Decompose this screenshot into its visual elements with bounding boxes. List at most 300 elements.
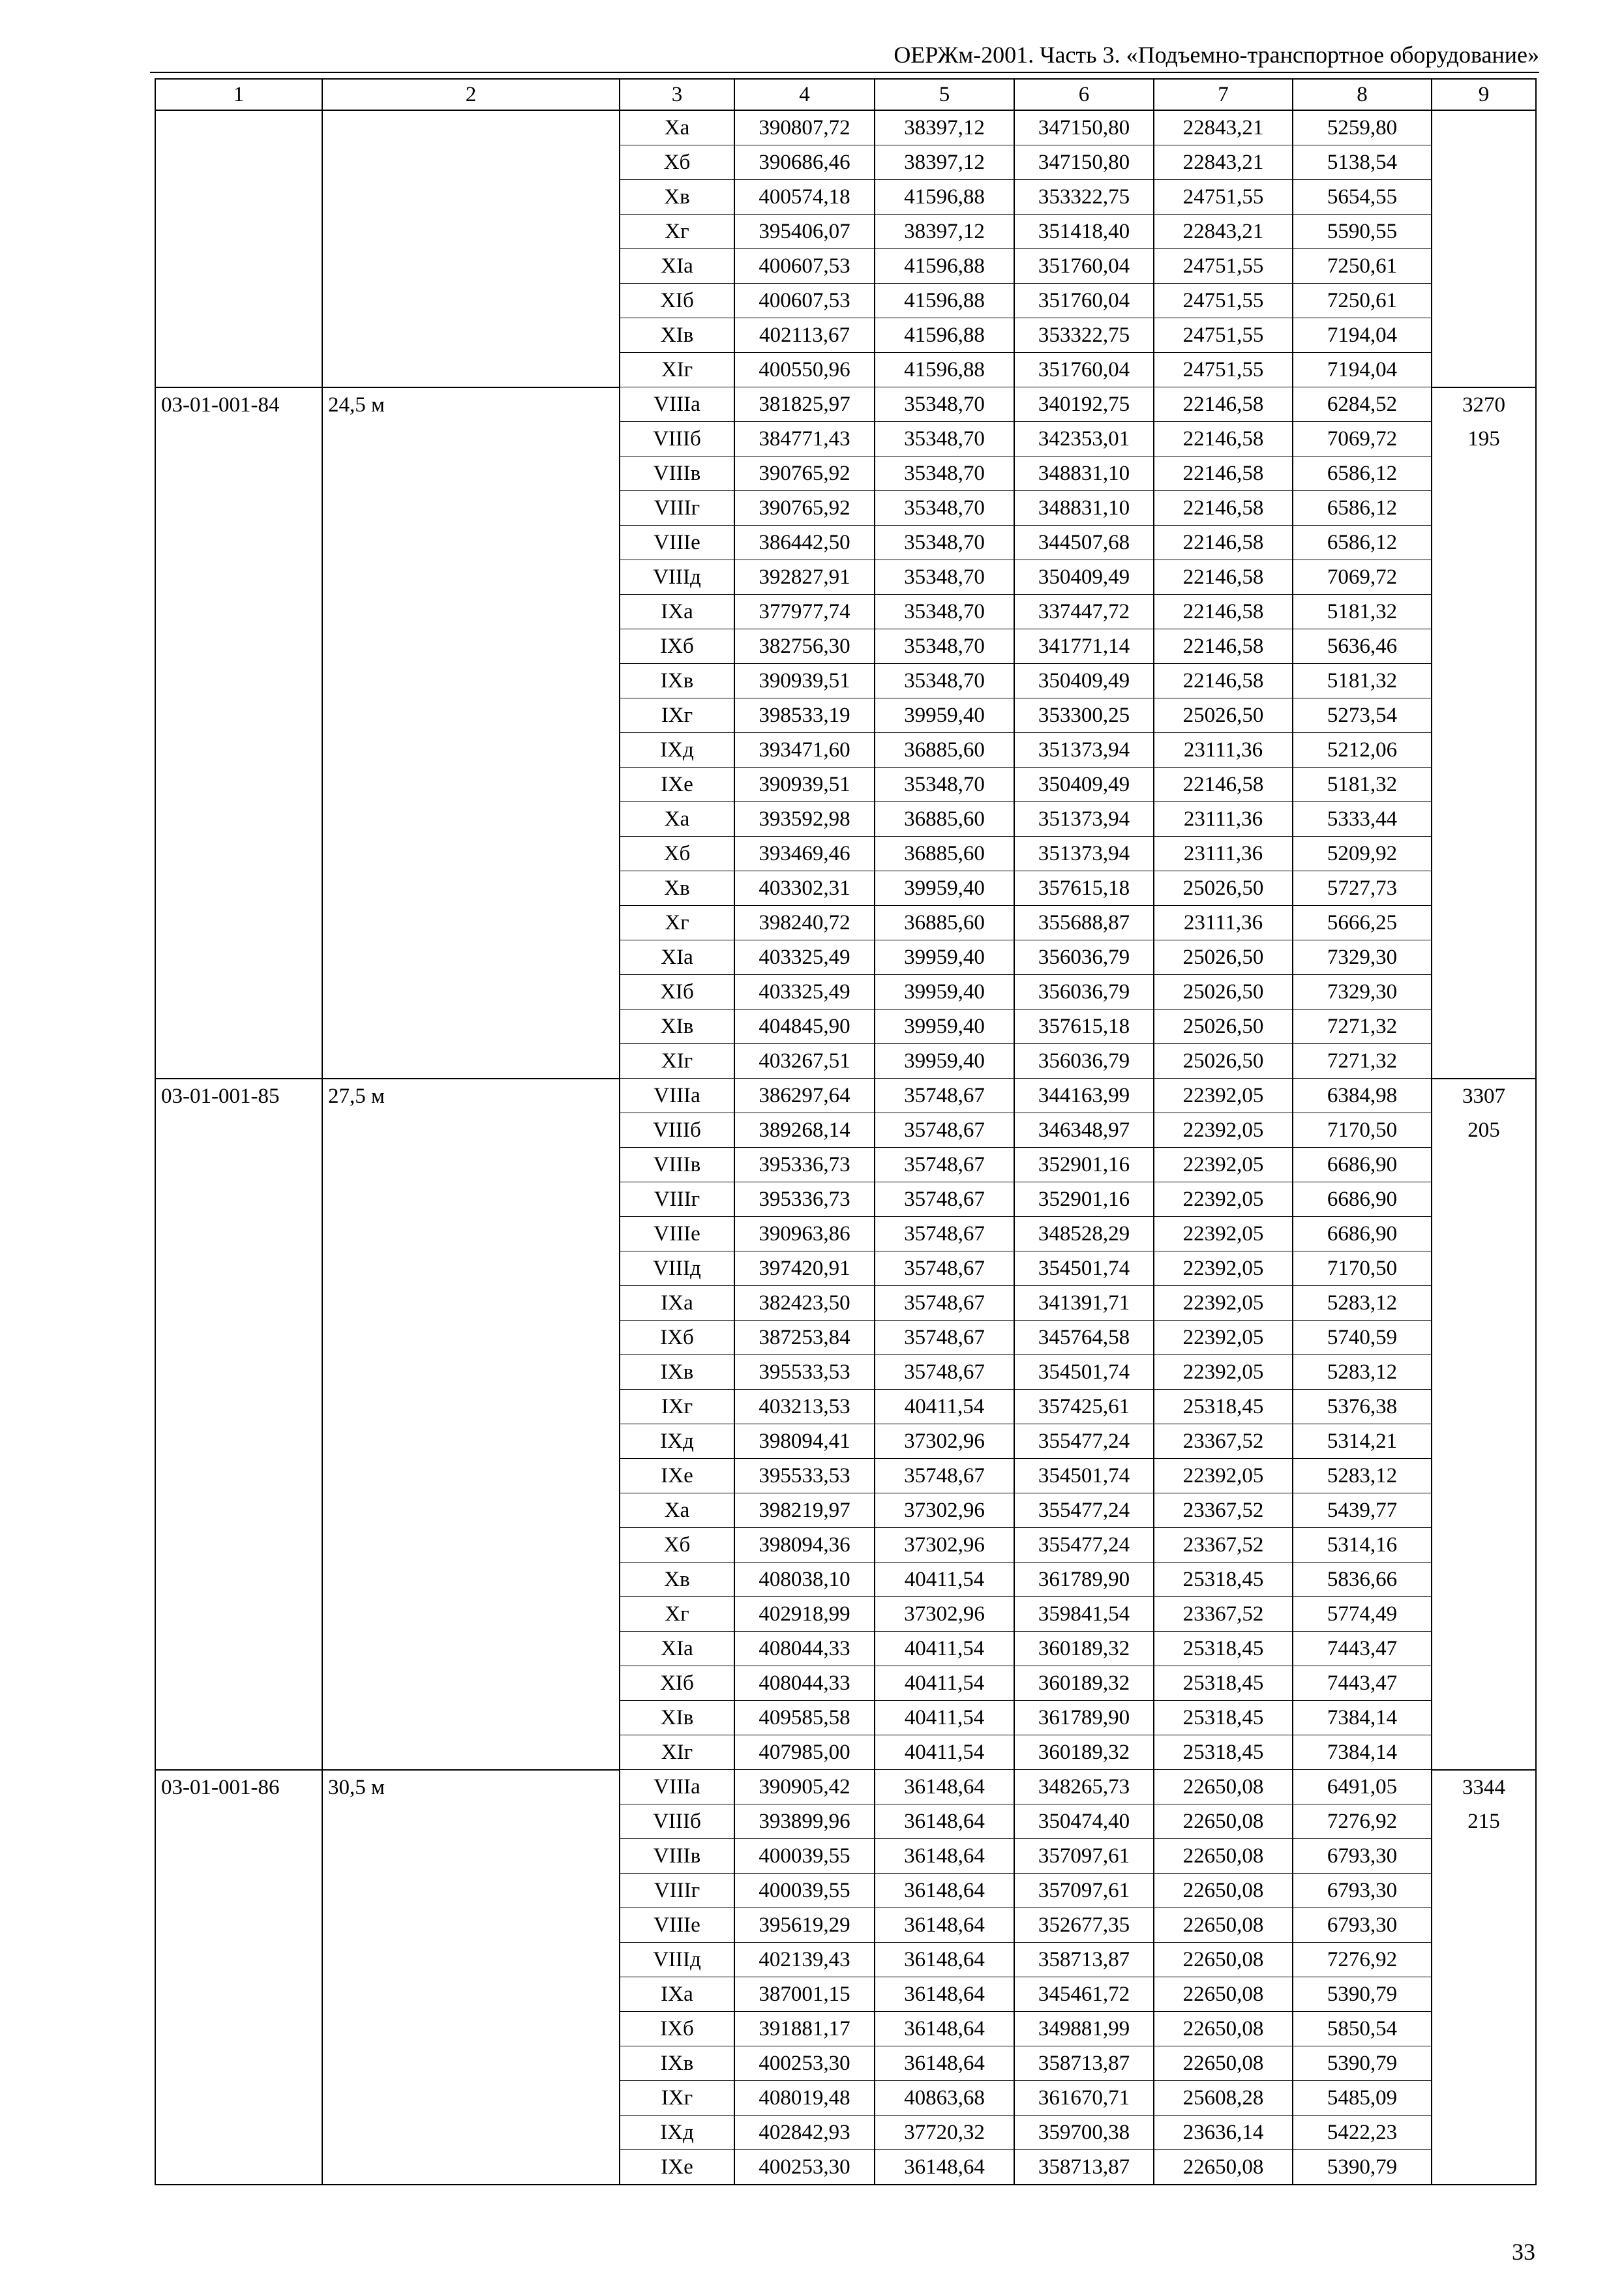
col9-cell xyxy=(1432,1010,1536,1044)
rate-name-cell xyxy=(322,837,620,871)
rate-name-cell xyxy=(322,1010,620,1044)
table-row xyxy=(155,1597,1536,1632)
value-cell: 5636,46 xyxy=(1293,629,1432,664)
table-row xyxy=(155,1839,1536,1874)
value-cell: 7170,50 xyxy=(1293,1251,1432,1286)
rate-code-cell xyxy=(155,802,322,837)
table-row xyxy=(155,1010,1536,1044)
value-cell: 25026,50 xyxy=(1154,940,1293,975)
table-row xyxy=(155,1770,1536,1804)
value-cell: 22392,05 xyxy=(1154,1286,1293,1321)
rate-name-cell xyxy=(322,1597,620,1632)
value-cell: 357615,18 xyxy=(1014,871,1154,906)
col9-cell xyxy=(1432,1355,1536,1390)
value-cell: 40411,54 xyxy=(875,1563,1014,1597)
rate-name-cell xyxy=(322,2116,620,2150)
value-cell: 408019,48 xyxy=(734,2081,875,2116)
col9-cell xyxy=(1432,664,1536,698)
value-cell: 24751,55 xyxy=(1154,318,1293,353)
rate-name-cell xyxy=(322,768,620,802)
value-cell: 22392,05 xyxy=(1154,1251,1293,1286)
value-cell: 37302,96 xyxy=(875,1597,1014,1632)
col9-cell xyxy=(1432,353,1536,387)
value-cell: 40411,54 xyxy=(875,1701,1014,1735)
table-row xyxy=(155,1286,1536,1321)
value-cell: 7069,72 xyxy=(1293,422,1432,456)
rate-name-cell xyxy=(322,629,620,664)
value-cell: 350409,49 xyxy=(1014,664,1154,698)
category-cell: IXв xyxy=(620,1355,734,1390)
value-cell: 337447,72 xyxy=(1014,595,1154,629)
value-cell: 6586,12 xyxy=(1293,491,1432,526)
value-cell: 25318,45 xyxy=(1154,1563,1293,1597)
col9-cell xyxy=(1432,560,1536,595)
rate-name-cell xyxy=(322,595,620,629)
value-cell: 23111,36 xyxy=(1154,906,1293,940)
col9-cell xyxy=(1432,802,1536,837)
table-row xyxy=(155,1908,1536,1943)
category-cell: IXe xyxy=(620,768,734,802)
value-cell: 5283,12 xyxy=(1293,1286,1432,1321)
value-cell: 39959,40 xyxy=(875,1044,1014,1079)
table-row xyxy=(155,768,1536,802)
category-cell: VIIIa xyxy=(620,1770,734,1804)
value-cell: 6384,98 xyxy=(1293,1079,1432,1113)
table-row xyxy=(155,733,1536,768)
rate-code-cell xyxy=(155,1182,322,1217)
category-cell: IXa xyxy=(620,1977,734,2012)
value-cell: 36148,64 xyxy=(875,2150,1014,2185)
value-cell: 400607,53 xyxy=(734,249,875,284)
value-cell: 23367,52 xyxy=(1154,1528,1293,1563)
value-cell: 35348,70 xyxy=(875,526,1014,560)
rate-name-cell xyxy=(322,1251,620,1286)
category-cell: IXe xyxy=(620,2150,734,2185)
value-cell: 354501,74 xyxy=(1014,1355,1154,1390)
value-cell: 5666,25 xyxy=(1293,906,1432,940)
col9-cell: 195 xyxy=(1432,422,1536,456)
value-cell: 355688,87 xyxy=(1014,906,1154,940)
value-cell: 36148,64 xyxy=(875,1874,1014,1908)
table-row xyxy=(155,1459,1536,1493)
rate-code-cell xyxy=(155,318,322,353)
col9-cell: 3270 xyxy=(1432,387,1536,422)
rate-name-cell xyxy=(322,1563,620,1597)
category-cell: VIIIa xyxy=(620,1079,734,1113)
value-cell: 351373,94 xyxy=(1014,802,1154,837)
rate-code-cell xyxy=(155,1044,322,1079)
value-cell: 5774,49 xyxy=(1293,1597,1432,1632)
table-row xyxy=(155,1666,1536,1701)
value-cell: 408044,33 xyxy=(734,1632,875,1666)
value-cell: 358713,87 xyxy=(1014,2150,1154,2185)
col9-cell xyxy=(1432,1148,1536,1182)
value-cell: 404845,90 xyxy=(734,1010,875,1044)
category-cell: VIIIб xyxy=(620,1804,734,1839)
value-cell: 39959,40 xyxy=(875,1010,1014,1044)
value-cell: 386442,50 xyxy=(734,526,875,560)
value-cell: 360189,32 xyxy=(1014,1666,1154,1701)
value-cell: 384771,43 xyxy=(734,422,875,456)
rate-name-cell xyxy=(322,1113,620,1148)
col9-cell xyxy=(1432,249,1536,284)
value-cell: 35748,67 xyxy=(875,1286,1014,1321)
category-cell: VIIIв xyxy=(620,456,734,491)
rate-code-cell xyxy=(155,145,322,180)
rate-name-cell xyxy=(322,456,620,491)
value-cell: 408038,10 xyxy=(734,1563,875,1597)
category-cell: XIa xyxy=(620,1632,734,1666)
rate-name-cell xyxy=(322,526,620,560)
rate-name-cell xyxy=(322,698,620,733)
value-cell: 348528,29 xyxy=(1014,1217,1154,1251)
rate-name-cell xyxy=(322,1839,620,1874)
table-row xyxy=(155,180,1536,215)
value-cell: 22392,05 xyxy=(1154,1459,1293,1493)
table-row xyxy=(155,1044,1536,1079)
category-cell: VIIIб xyxy=(620,422,734,456)
value-cell: 22392,05 xyxy=(1154,1217,1293,1251)
col9-cell xyxy=(1432,1390,1536,1424)
value-cell: 5727,73 xyxy=(1293,871,1432,906)
rate-code-cell xyxy=(155,698,322,733)
column-number: 7 xyxy=(1154,79,1293,110)
rate-name-cell xyxy=(322,180,620,215)
value-cell: 40411,54 xyxy=(875,1735,1014,1770)
category-cell: XIг xyxy=(620,353,734,387)
category-cell: VIIIг xyxy=(620,491,734,526)
col9-cell xyxy=(1432,837,1536,871)
value-cell: 400607,53 xyxy=(734,284,875,318)
category-cell: IXг xyxy=(620,698,734,733)
value-cell: 39959,40 xyxy=(875,871,1014,906)
value-cell: 35348,70 xyxy=(875,595,1014,629)
value-cell: 22650,08 xyxy=(1154,1977,1293,2012)
value-cell: 25318,45 xyxy=(1154,1701,1293,1735)
value-cell: 22146,58 xyxy=(1154,456,1293,491)
table-row xyxy=(155,975,1536,1010)
table-row xyxy=(155,1701,1536,1735)
rate-name-cell xyxy=(322,1493,620,1528)
category-cell: Xг xyxy=(620,215,734,249)
value-cell: 35748,67 xyxy=(875,1355,1014,1390)
rate-code-cell xyxy=(155,1804,322,1839)
value-cell: 382756,30 xyxy=(734,629,875,664)
value-cell: 35748,67 xyxy=(875,1251,1014,1286)
rate-name-cell xyxy=(322,1044,620,1079)
value-cell: 387001,15 xyxy=(734,1977,875,2012)
value-cell: 358713,87 xyxy=(1014,2046,1154,2081)
value-cell: 22650,08 xyxy=(1154,1770,1293,1804)
table-row xyxy=(155,1390,1536,1424)
value-cell: 352677,35 xyxy=(1014,1908,1154,1943)
table-row xyxy=(155,664,1536,698)
value-cell: 400550,96 xyxy=(734,353,875,387)
value-cell: 353322,75 xyxy=(1014,318,1154,353)
value-cell: 361789,90 xyxy=(1014,1563,1154,1597)
value-cell: 7194,04 xyxy=(1293,353,1432,387)
value-cell: 393469,46 xyxy=(734,837,875,871)
value-cell: 342353,01 xyxy=(1014,422,1154,456)
category-cell: VIIIв xyxy=(620,1839,734,1874)
rate-code-cell xyxy=(155,1563,322,1597)
value-cell: 23111,36 xyxy=(1154,733,1293,768)
value-cell: 22843,21 xyxy=(1154,145,1293,180)
category-cell: VIIIд xyxy=(620,1251,734,1286)
table-row xyxy=(155,871,1536,906)
page-number: 33 xyxy=(1512,2239,1535,2265)
category-cell: Xб xyxy=(620,145,734,180)
value-cell: 5259,80 xyxy=(1293,110,1432,145)
rate-name-cell xyxy=(322,1148,620,1182)
table-row xyxy=(155,215,1536,249)
rate-code-cell xyxy=(155,422,322,456)
value-cell: 22146,58 xyxy=(1154,526,1293,560)
category-cell: XIб xyxy=(620,1666,734,1701)
value-cell: 5181,32 xyxy=(1293,595,1432,629)
rate-code-cell xyxy=(155,1286,322,1321)
value-cell: 408044,33 xyxy=(734,1666,875,1701)
col9-cell xyxy=(1432,1874,1536,1908)
value-cell: 5485,09 xyxy=(1293,2081,1432,2116)
value-cell: 23367,52 xyxy=(1154,1424,1293,1459)
category-cell: Xг xyxy=(620,906,734,940)
value-cell: 40411,54 xyxy=(875,1666,1014,1701)
value-cell: 22392,05 xyxy=(1154,1355,1293,1390)
rate-name-cell xyxy=(322,422,620,456)
category-cell: VIIIг xyxy=(620,1874,734,1908)
category-cell: IXб xyxy=(620,1321,734,1355)
col9-cell xyxy=(1432,1286,1536,1321)
value-cell: 6686,90 xyxy=(1293,1182,1432,1217)
col9-cell xyxy=(1432,1493,1536,1528)
value-cell: 403325,49 xyxy=(734,975,875,1010)
value-cell: 5212,06 xyxy=(1293,733,1432,768)
value-cell: 22146,58 xyxy=(1154,629,1293,664)
value-cell: 36885,60 xyxy=(875,837,1014,871)
value-cell: 22146,58 xyxy=(1154,560,1293,595)
col9-cell xyxy=(1432,1597,1536,1632)
rate-code-cell xyxy=(155,1666,322,1701)
value-cell: 40411,54 xyxy=(875,1632,1014,1666)
value-cell: 358713,87 xyxy=(1014,1943,1154,1977)
value-cell: 24751,55 xyxy=(1154,353,1293,387)
value-cell: 23111,36 xyxy=(1154,802,1293,837)
value-cell: 35748,67 xyxy=(875,1148,1014,1182)
value-cell: 5273,54 xyxy=(1293,698,1432,733)
value-cell: 22650,08 xyxy=(1154,1943,1293,1977)
value-cell: 25318,45 xyxy=(1154,1735,1293,1770)
col9-cell xyxy=(1432,906,1536,940)
value-cell: 22843,21 xyxy=(1154,215,1293,249)
category-cell: IXг xyxy=(620,2081,734,2116)
value-cell: 7443,47 xyxy=(1293,1666,1432,1701)
value-cell: 351760,04 xyxy=(1014,353,1154,387)
value-cell: 6586,12 xyxy=(1293,456,1432,491)
table-row xyxy=(155,1182,1536,1217)
value-cell: 22392,05 xyxy=(1154,1148,1293,1182)
col9-cell xyxy=(1432,940,1536,975)
rate-name-cell xyxy=(322,940,620,975)
category-cell: VIIIe xyxy=(620,1217,734,1251)
category-cell: IXб xyxy=(620,2012,734,2046)
rate-code-cell xyxy=(155,1701,322,1735)
rate-code-cell xyxy=(155,733,322,768)
value-cell: 36148,64 xyxy=(875,1977,1014,2012)
value-cell: 5439,77 xyxy=(1293,1493,1432,1528)
column-number: 4 xyxy=(734,79,875,110)
table-row xyxy=(155,422,1536,456)
category-cell: Xг xyxy=(620,1597,734,1632)
value-cell: 36885,60 xyxy=(875,802,1014,837)
col9-cell xyxy=(1432,1735,1536,1770)
table-row xyxy=(155,906,1536,940)
rate-code-cell xyxy=(155,940,322,975)
value-cell: 395406,07 xyxy=(734,215,875,249)
category-cell: VIIIe xyxy=(620,1908,734,1943)
value-cell: 407985,00 xyxy=(734,1735,875,1770)
value-cell: 35348,70 xyxy=(875,387,1014,422)
value-cell: 390905,42 xyxy=(734,1770,875,1804)
rate-code-cell: 03-01-001-85 xyxy=(155,1079,322,1113)
value-cell: 6586,12 xyxy=(1293,526,1432,560)
value-cell: 391881,17 xyxy=(734,2012,875,2046)
table-row xyxy=(155,1321,1536,1355)
table-row xyxy=(155,284,1536,318)
value-cell: 35748,67 xyxy=(875,1459,1014,1493)
table-row xyxy=(155,1493,1536,1528)
value-cell: 22843,21 xyxy=(1154,110,1293,145)
rate-code-cell xyxy=(155,1355,322,1390)
value-cell: 36148,64 xyxy=(875,2046,1014,2081)
col9-cell xyxy=(1432,1943,1536,1977)
value-cell: 390963,86 xyxy=(734,1217,875,1251)
value-cell: 41596,88 xyxy=(875,180,1014,215)
value-cell: 22146,58 xyxy=(1154,422,1293,456)
rate-code-cell xyxy=(155,2012,322,2046)
rate-name-cell xyxy=(322,2081,620,2116)
col9-cell xyxy=(1432,1839,1536,1874)
value-cell: 36148,64 xyxy=(875,1770,1014,1804)
value-cell: 348831,10 xyxy=(1014,491,1154,526)
rate-code-cell xyxy=(155,871,322,906)
value-cell: 398094,41 xyxy=(734,1424,875,1459)
value-cell: 398240,72 xyxy=(734,906,875,940)
value-cell: 357425,61 xyxy=(1014,1390,1154,1424)
value-cell: 347150,80 xyxy=(1014,145,1154,180)
rates-table-body xyxy=(155,79,1536,2185)
col9-cell xyxy=(1432,1182,1536,1217)
value-cell: 354501,74 xyxy=(1014,1251,1154,1286)
value-cell: 22146,58 xyxy=(1154,491,1293,526)
rate-name-cell xyxy=(322,1735,620,1770)
category-cell: IXa xyxy=(620,1286,734,1321)
value-cell: 7194,04 xyxy=(1293,318,1432,353)
value-cell: 393899,96 xyxy=(734,1804,875,1839)
category-cell: IXг xyxy=(620,1390,734,1424)
value-cell: 390807,72 xyxy=(734,110,875,145)
table-row xyxy=(155,837,1536,871)
table-row xyxy=(155,1079,1536,1113)
rate-code-cell xyxy=(155,2116,322,2150)
col9-cell xyxy=(1432,2116,1536,2150)
rate-code-cell xyxy=(155,353,322,387)
category-cell: Xa xyxy=(620,802,734,837)
value-cell: 36148,64 xyxy=(875,1908,1014,1943)
table-row xyxy=(155,1528,1536,1563)
rate-name-cell xyxy=(322,906,620,940)
category-cell: IXд xyxy=(620,733,734,768)
category-cell: XIг xyxy=(620,1044,734,1079)
value-cell: 6686,90 xyxy=(1293,1148,1432,1182)
value-cell: 22650,08 xyxy=(1154,1908,1293,1943)
value-cell: 40411,54 xyxy=(875,1390,1014,1424)
category-cell: VIIIв xyxy=(620,1148,734,1182)
value-cell: 23367,52 xyxy=(1154,1597,1293,1632)
value-cell: 22146,58 xyxy=(1154,768,1293,802)
value-cell: 400039,55 xyxy=(734,1874,875,1908)
category-cell: XIa xyxy=(620,249,734,284)
col9-cell xyxy=(1432,491,1536,526)
rate-name-cell xyxy=(322,975,620,1010)
value-cell: 23367,52 xyxy=(1154,1493,1293,1528)
value-cell: 341391,71 xyxy=(1014,1286,1154,1321)
value-cell: 403213,53 xyxy=(734,1390,875,1424)
value-cell: 344163,99 xyxy=(1014,1079,1154,1113)
value-cell: 36885,60 xyxy=(875,906,1014,940)
table-row xyxy=(155,940,1536,975)
category-cell: Xa xyxy=(620,1493,734,1528)
value-cell: 395336,73 xyxy=(734,1148,875,1182)
rate-name-cell xyxy=(322,1459,620,1493)
col9-cell xyxy=(1432,698,1536,733)
value-cell: 22650,08 xyxy=(1154,2046,1293,2081)
category-cell: VIIIд xyxy=(620,1943,734,1977)
value-cell: 344507,68 xyxy=(1014,526,1154,560)
rate-name-cell xyxy=(322,1874,620,1908)
table-row xyxy=(155,1632,1536,1666)
value-cell: 387253,84 xyxy=(734,1321,875,1355)
value-cell: 345764,58 xyxy=(1014,1321,1154,1355)
value-cell: 22650,08 xyxy=(1154,2012,1293,2046)
value-cell: 40863,68 xyxy=(875,2081,1014,2116)
value-cell: 346348,97 xyxy=(1014,1113,1154,1148)
value-cell: 41596,88 xyxy=(875,249,1014,284)
value-cell: 5333,44 xyxy=(1293,802,1432,837)
col9-cell xyxy=(1432,1908,1536,1943)
value-cell: 393471,60 xyxy=(734,733,875,768)
value-cell: 400574,18 xyxy=(734,180,875,215)
col9-cell xyxy=(1432,284,1536,318)
table-row xyxy=(155,1355,1536,1390)
value-cell: 382423,50 xyxy=(734,1286,875,1321)
value-cell: 25026,50 xyxy=(1154,1010,1293,1044)
rate-name-cell xyxy=(322,1390,620,1424)
table-row xyxy=(155,1977,1536,2012)
col9-cell xyxy=(1432,456,1536,491)
value-cell: 390765,92 xyxy=(734,491,875,526)
page-header: ОЕРЖм-2001. Часть 3. «Подъемно-транспортное оборудование» xyxy=(894,42,1539,68)
rate-code-cell xyxy=(155,2046,322,2081)
rate-code-cell xyxy=(155,1839,322,1874)
value-cell: 398094,36 xyxy=(734,1528,875,1563)
value-cell: 353300,25 xyxy=(1014,698,1154,733)
table-row xyxy=(155,387,1536,422)
category-cell: VIIIб xyxy=(620,1113,734,1148)
col9-cell: 205 xyxy=(1432,1113,1536,1148)
category-cell: IXб xyxy=(620,629,734,664)
value-cell: 22650,08 xyxy=(1154,2150,1293,2185)
